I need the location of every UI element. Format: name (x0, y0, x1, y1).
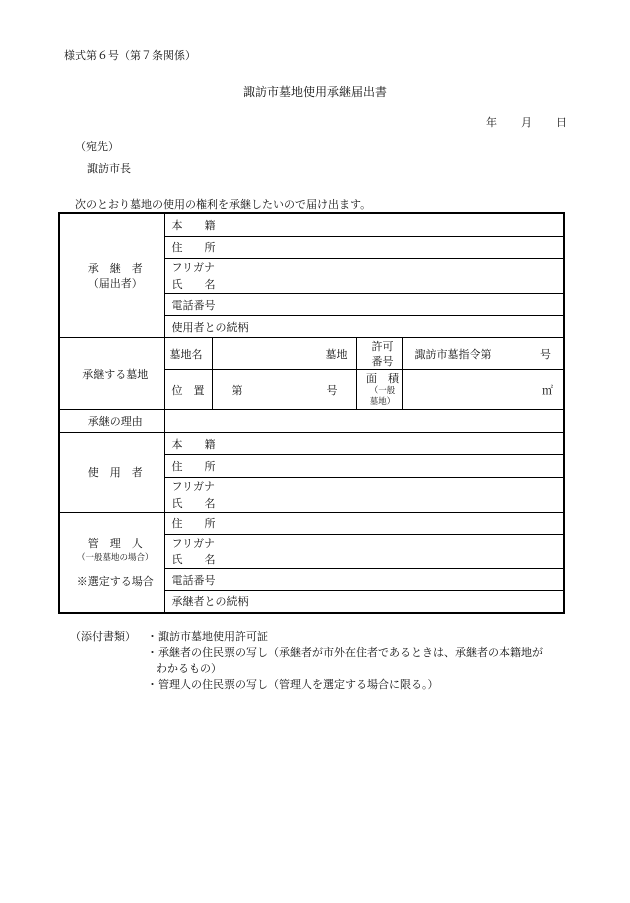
manager-section-label: 管 理 人 （一般墓地の場合） ※選定する場合 (59, 512, 164, 613)
successor-relation-field[interactable]: 使用者との続柄 (164, 316, 564, 338)
manager-furigana-field[interactable]: フリガナ (164, 534, 564, 551)
date-day-label: 日 (556, 116, 567, 129)
user-honseki-field[interactable]: 本 籍 (164, 433, 564, 455)
successor-section-label: 承 継 者 （届出者） (59, 213, 164, 338)
successor-furigana-field[interactable]: フリガナ (164, 258, 564, 275)
manager-address-field[interactable]: 住 所 (164, 512, 564, 534)
area-unit: ㎡ (542, 383, 553, 397)
attachment-item: ・承継者の住民票の写し（承継者が市外在住者であるときは、承継者の本籍地が (147, 646, 543, 659)
manager-name-field[interactable]: 氏 名 (164, 551, 564, 569)
permit-suffix: 号 (540, 347, 551, 361)
permit-number-label: 許可 番号 (356, 338, 402, 370)
permit-prefix: 諏訪市墓指令第 (414, 347, 492, 361)
successor-name-field[interactable]: 氏 名 (164, 275, 564, 294)
attachment-item: わかるもの） (156, 662, 222, 675)
form-number: 様式第６号（第７条関係） (64, 49, 196, 62)
user-name-field[interactable]: 氏 名 (164, 494, 564, 512)
grave-section-label: 承継する墓地 (59, 338, 164, 410)
date-year-label: 年 (486, 116, 497, 129)
addressee-name: 諏訪市長 (87, 162, 131, 175)
area-label: 面 積 （一般 墓地） (356, 370, 402, 410)
date-month-label: 月 (521, 116, 532, 129)
grave-suffix: 墓地 (325, 347, 348, 361)
user-furigana-field[interactable]: フリガナ (164, 478, 564, 495)
reason-label: 承継の理由 (59, 410, 164, 433)
user-address-field[interactable]: 住 所 (164, 455, 564, 478)
location-dai: 第 (231, 383, 243, 397)
intro-text: 次のとおり墓地の使用の権利を承継したいので届け出ます。 (75, 198, 372, 211)
attachment-item: ・諏訪市墓地使用許可証 (147, 630, 268, 643)
location-field[interactable] (212, 370, 356, 410)
user-section-label: 使 用 者 (59, 433, 164, 513)
successor-honseki-field[interactable]: 本 籍 (164, 213, 564, 236)
attachment-item: ・管理人の住民票の写し（管理人を選定する場合に限る。） (147, 678, 439, 691)
location-label: 位 置 (164, 370, 212, 410)
location-go: 号 (326, 383, 338, 397)
manager-relation-field[interactable]: 承継者との続柄 (164, 591, 564, 613)
reason-field[interactable] (164, 410, 564, 433)
attachments-label: （添付書類） (70, 630, 136, 643)
application-form-table (58, 212, 565, 614)
successor-address-field[interactable]: 住 所 (164, 236, 564, 258)
permit-number-field[interactable] (402, 338, 564, 370)
manager-phone-field[interactable]: 電話番号 (164, 569, 564, 591)
grave-name-label: 墓地名 (164, 338, 212, 370)
successor-phone-field[interactable]: 電話番号 (164, 294, 564, 316)
page-title: 諏訪市墓地使用承継届出書 (242, 85, 387, 99)
area-field[interactable] (402, 370, 564, 410)
addressee-prefix: （宛先） (75, 140, 119, 153)
grave-name-field[interactable] (212, 338, 356, 370)
